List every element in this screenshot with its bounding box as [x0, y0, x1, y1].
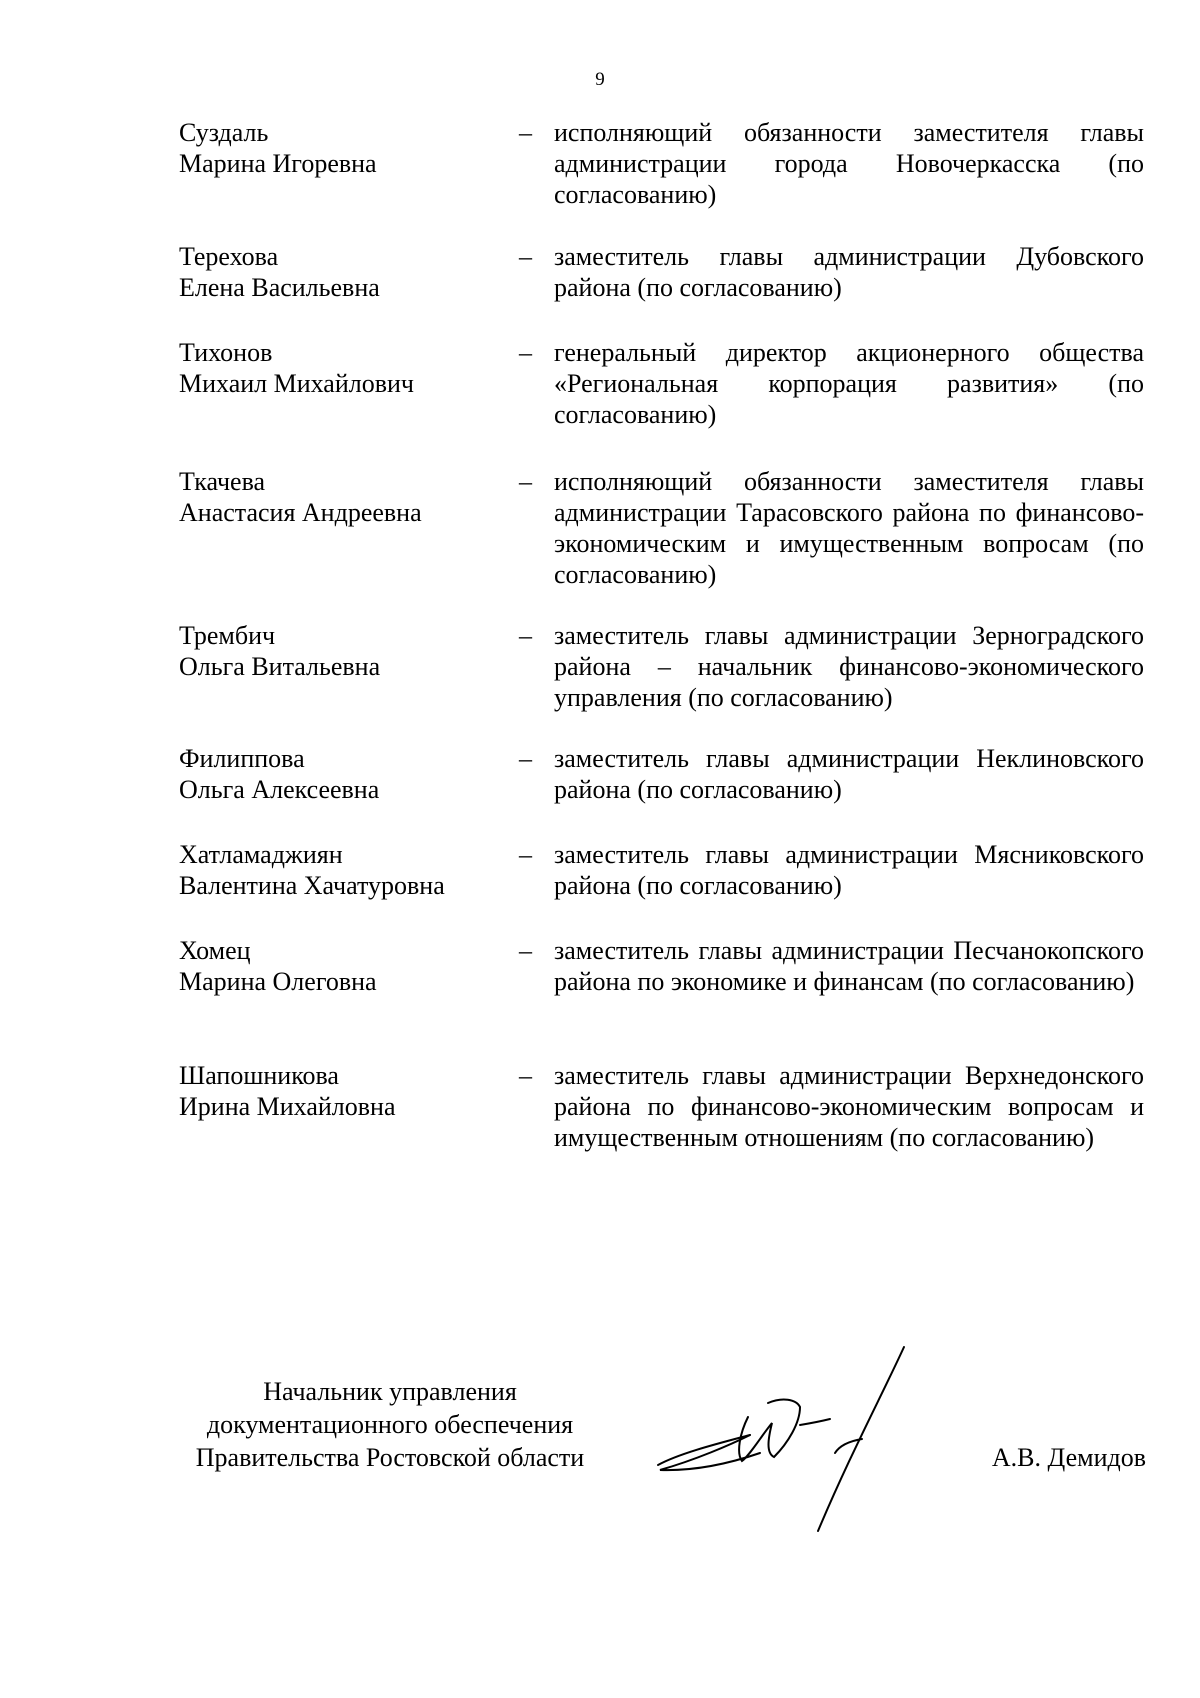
- member-role: генеральный директор акционерного общества «Региональная корпорация развития» (по согласованию): [554, 338, 1144, 429]
- member-name: [179, 935, 499, 997]
- member-given-names: Валентина Хачатуровна: [179, 871, 445, 900]
- member-name: [179, 620, 499, 682]
- separator-dash: –: [519, 744, 532, 773]
- member-surname: Хатламаджиян: [179, 840, 343, 869]
- member-role: заместитель главы администрации Дубовского района (по согласованию): [554, 242, 1144, 302]
- member-given-names: Михаил Михайлович: [179, 369, 415, 398]
- separator-dash: –: [519, 467, 532, 496]
- member-name: [179, 466, 499, 528]
- member-name: [179, 839, 499, 901]
- member-role: заместитель главы администрации Неклиновского района (по согласованию): [554, 744, 1144, 804]
- signature-block: [0, 1375, 1200, 1575]
- member-name: [179, 117, 499, 179]
- member-surname: Суздаль: [179, 118, 269, 147]
- member-surname: Филиппова: [179, 744, 305, 773]
- member-role: заместитель главы администрации Мясниковского района (по согласованию): [554, 840, 1144, 900]
- member-name: [179, 1060, 499, 1122]
- member-surname: Тихонов: [179, 338, 273, 367]
- member-surname: Шапошникова: [179, 1061, 339, 1090]
- member-given-names: Елена Васильевна: [179, 273, 380, 302]
- member-role: заместитель главы администрации Песчанокопского района по экономике и финансам (по согласованию): [554, 936, 1144, 996]
- member-given-names: Анастасия Андреевна: [179, 498, 422, 527]
- signer-name: А.В. Демидов: [991, 1443, 1146, 1472]
- member-given-names: Ирина Михайловна: [179, 1092, 396, 1121]
- member-surname: Хомец: [179, 936, 251, 965]
- handwritten-signature: [650, 1335, 940, 1535]
- separator-dash: –: [519, 1061, 532, 1090]
- separator-dash: –: [519, 338, 532, 367]
- member-role: исполняющий обязанности заместителя главы администрации Тарасовского района по финансово-экономическим и имущественным вопросам (по согласованию): [554, 467, 1144, 589]
- signer-position-line: Начальник управления: [263, 1377, 517, 1406]
- separator-dash: –: [519, 242, 532, 271]
- member-surname: Ткачева: [179, 467, 266, 496]
- separator-dash: –: [519, 621, 532, 650]
- member-name: [179, 241, 499, 303]
- member-name: [179, 743, 499, 805]
- member-given-names: Марина Игоревна: [179, 149, 377, 178]
- member-surname: Трембич: [179, 621, 276, 650]
- signer-position-line: документационного обеспечения: [206, 1410, 574, 1439]
- separator-dash: –: [519, 118, 532, 147]
- member-role: исполняющий обязанности заместителя главы администрации города Новочеркасска (по согласованию): [554, 118, 1144, 209]
- signer-position: [160, 1375, 620, 1474]
- member-name: [179, 337, 499, 399]
- separator-dash: –: [519, 936, 532, 965]
- member-given-names: Ольга Витальевна: [179, 652, 381, 681]
- member-role: заместитель главы администрации Верхнедонского района по финансово-экономическим вопросам и имущественным отношениям (по согласованию): [554, 1061, 1144, 1152]
- member-given-names: Марина Олеговна: [179, 967, 377, 996]
- member-given-names: Ольга Алексеевна: [179, 775, 380, 804]
- member-role: заместитель главы администрации Зерноградского района – начальник финансово-экономического управления (по согласованию): [554, 621, 1144, 712]
- separator-dash: –: [519, 840, 532, 869]
- page-number: 9: [595, 69, 605, 90]
- member-surname: Терехова: [179, 242, 279, 271]
- signer-position-line: Правительства Ростовской области: [195, 1443, 585, 1472]
